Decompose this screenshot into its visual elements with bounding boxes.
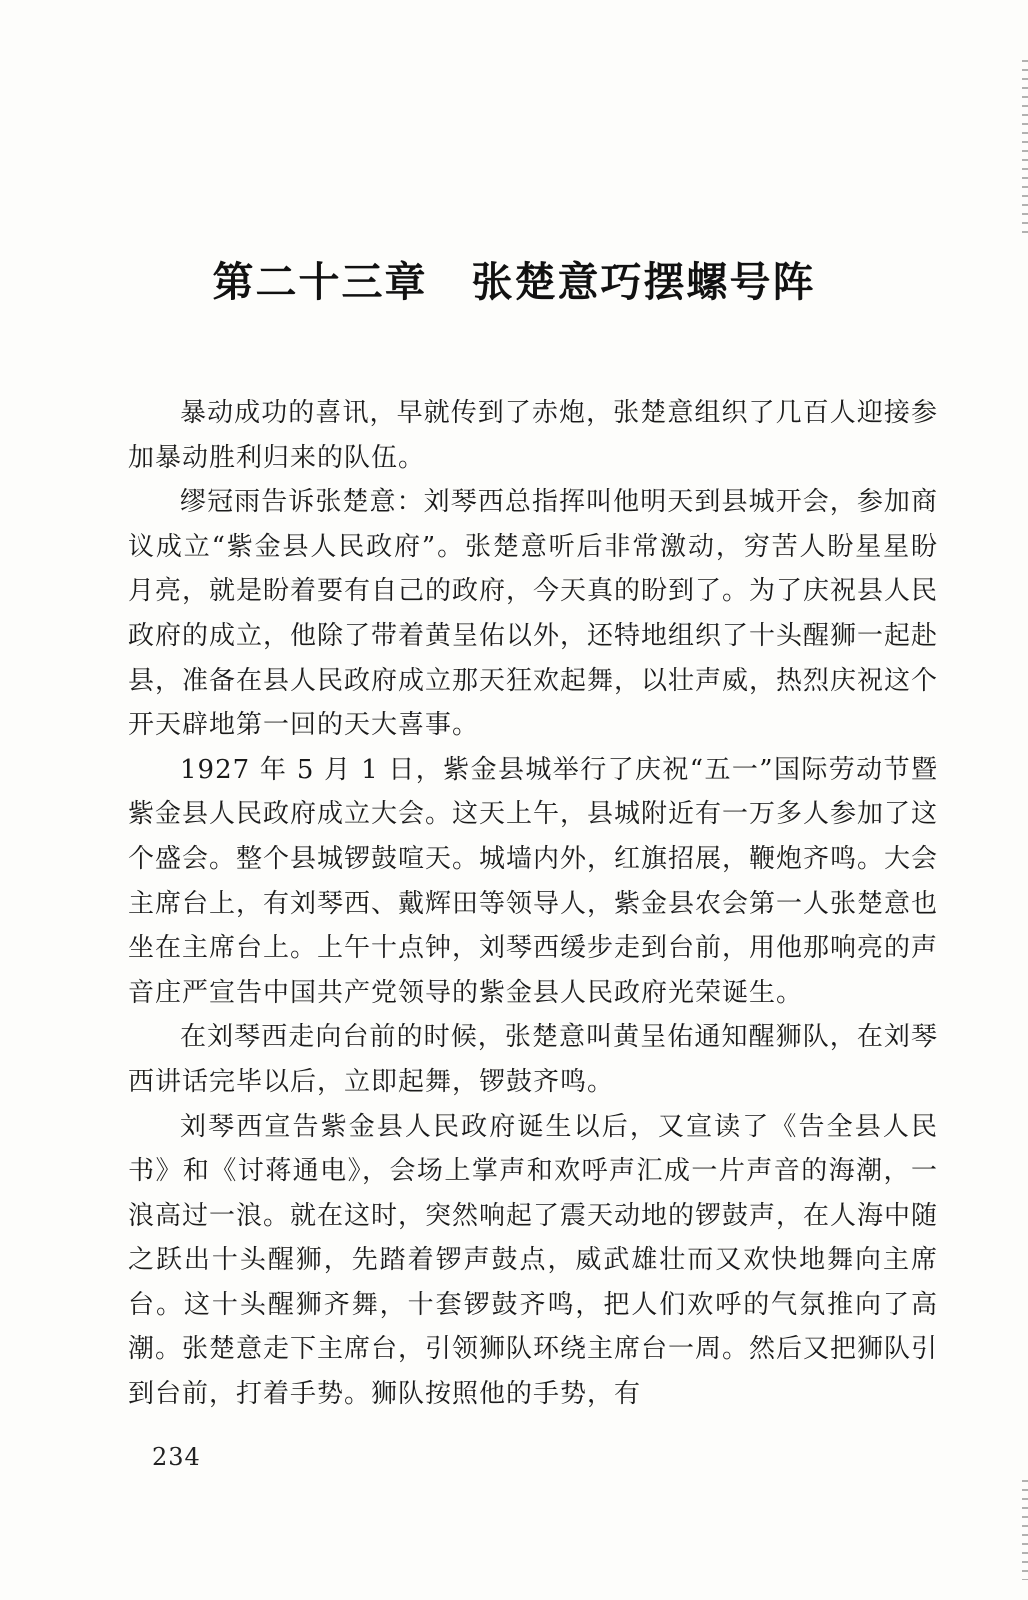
paragraph-3: 1927 年 5 月 1 日，紫金县城举行了庆祝“五一”国际劳动节暨紫金县人民政府成立大会。这天上午，县城附近有一万多人参加了这个盛会。整个县城锣鼓喧天。城墙内外，红旗招展，鞭炮齐鸣。大会主席台上，有刘琴西、戴辉田等领导人，紫金县农会第一人张楚意也坐在主席台上。上午十点钟，刘琴西缓步走到台前，用他那响亮的声音庄严宣告中国共产党领导的紫金县人民政府光荣诞生。 — [128, 754, 939, 1008]
body-text — [128, 391, 938, 1417]
chapter-title-text: 张楚意巧摆螺号阵 — [471, 258, 816, 306]
scan-edge-mark — [1022, 60, 1028, 240]
chapter-number: 第二十三章 — [212, 258, 428, 306]
paragraph-1: 暴动成功的喜讯，早就传到了赤炮，张楚意组织了几百人迎接参加暴动胜利归来的队伍。 — [128, 398, 938, 473]
paragraph-5: 刘琴西宣告紫金县人民政府诞生以后，又宣读了《告全县人民书》和《讨蒋通电》，会场上掌声和欢呼声汇成一片声音的海潮，一浪高过一浪。就在这时，突然响起了震天动地的锣鼓声，在人海中随之跃出十头醒狮，先踏着锣声鼓点，威武雄壮而又欢快地舞向主席台。这十头醒狮齐舞，十套锣鼓齐鸣，把人们欢呼的气氛推向了高潮。张楚意走下主席台，引领狮队环绕主席台一周。然后又把狮队引到台前，打着手势。狮队按照他的手势，有 — [128, 1111, 939, 1410]
page-number: 234 — [152, 1443, 201, 1471]
paragraph-2: 缪冠雨告诉张楚意：刘琴西总指挥叫他明天到县城开会，参加商议成立“紫金县人民政府”。张楚意听后非常激动，穷苦人盼星星盼月亮，就是盼着要有自己的政府，今天真的盼到了。为了庆祝县人民政府的成立，他除了带着黄呈佑以外，还特地组织了十头醒狮一起赴县，准备在县人民政府成立那天狂欢起舞，以壮声威，热烈庆祝这个开天辟地第一回的天大喜事。 — [128, 487, 939, 741]
chapter-heading — [0, 252, 1028, 312]
scan-edge-mark — [1022, 1480, 1028, 1580]
paragraph-4: 在刘琴西走向台前的时候，张楚意叫黄呈佑通知醒狮队，在刘琴西讲话完毕以后，立即起舞，锣鼓齐鸣。 — [128, 1022, 938, 1097]
